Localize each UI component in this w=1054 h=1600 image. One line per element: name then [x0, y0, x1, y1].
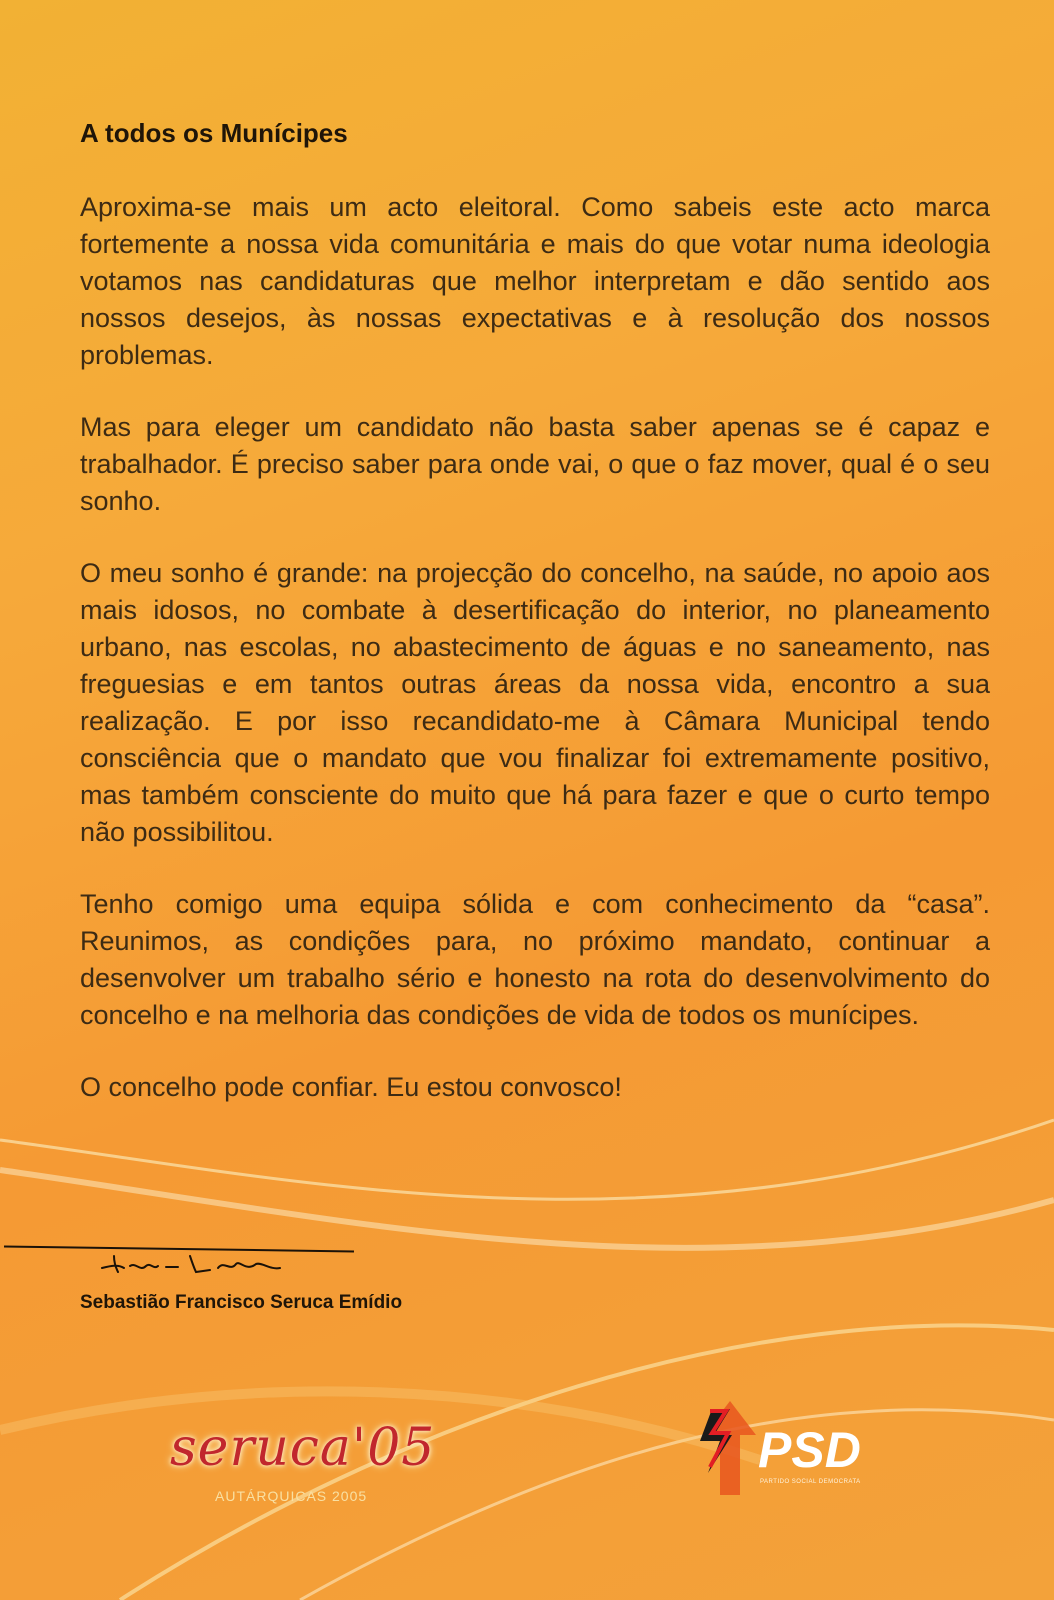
paragraph: Mas para eleger um candidato não basta saber apenas se é capaz e trabalhador. É preciso saber para onde vai, o que o faz mover, qual é o seu sonho. — [80, 412, 990, 516]
paragraph: O meu sonho é grande: na projecção do concelho, na saúde, no apoio aos mais idosos, no combate à desertificação do interior, no planeamento urbano, nas escolas, no abastecimento de águas e no saneamento, nas freguesias e em tantos outras áreas da nossa vida, encontro a sua realização. E por isso recandidato-me à Câmara Municipal tendo consciência que o mandato que vou finalizar foi extremamente positivo, mas também consciente do muito que há para fazer e que o curto tempo não possibilitou. — [80, 558, 990, 847]
letter-title: A todos os Munícipes — [80, 118, 348, 148]
party-logo-name: PSD — [758, 1422, 861, 1478]
paragraph: Aproxima-se mais um acto eleitoral. Como sabeis este acto marca fortemente a nossa vida comunitária e mais do que votar numa ideologia votamos nas candidaturas que melhor interpretam e dão sentido aos nossos desejos, às nossas expectativas e à resolução dos nossos problemas. — [80, 192, 990, 370]
signatory-name: Sebastião Francisco Seruca Emídio — [80, 1292, 403, 1313]
party-logo-subtitle: PARTIDO SOCIAL DEMOCRATA — [760, 1479, 861, 1485]
paragraph: Tenho comigo uma equipa sólida e com conhecimento da “casa”. Reunimos, as condições para, no próximo mandato, continuar a desenvolver um trabalho sério e honesto na rota do desenvolvimento do concelho e na melhoria das condições de vida de todos os munícipes. — [80, 889, 990, 1030]
campaign-logo-word: seruca'05 — [170, 1418, 436, 1478]
closing-line: O concelho pode confiar. Eu estou convosco! — [80, 1072, 622, 1102]
campaign-logo — [160, 1418, 440, 1528]
handwritten-signature — [100, 1246, 320, 1286]
party-arrow-icon — [690, 1395, 760, 1495]
letter-body — [80, 110, 990, 1106]
campaign-logo-subtitle: AUTÁRQUICAS 2005 — [215, 1488, 368, 1504]
party-logo — [690, 1395, 890, 1505]
